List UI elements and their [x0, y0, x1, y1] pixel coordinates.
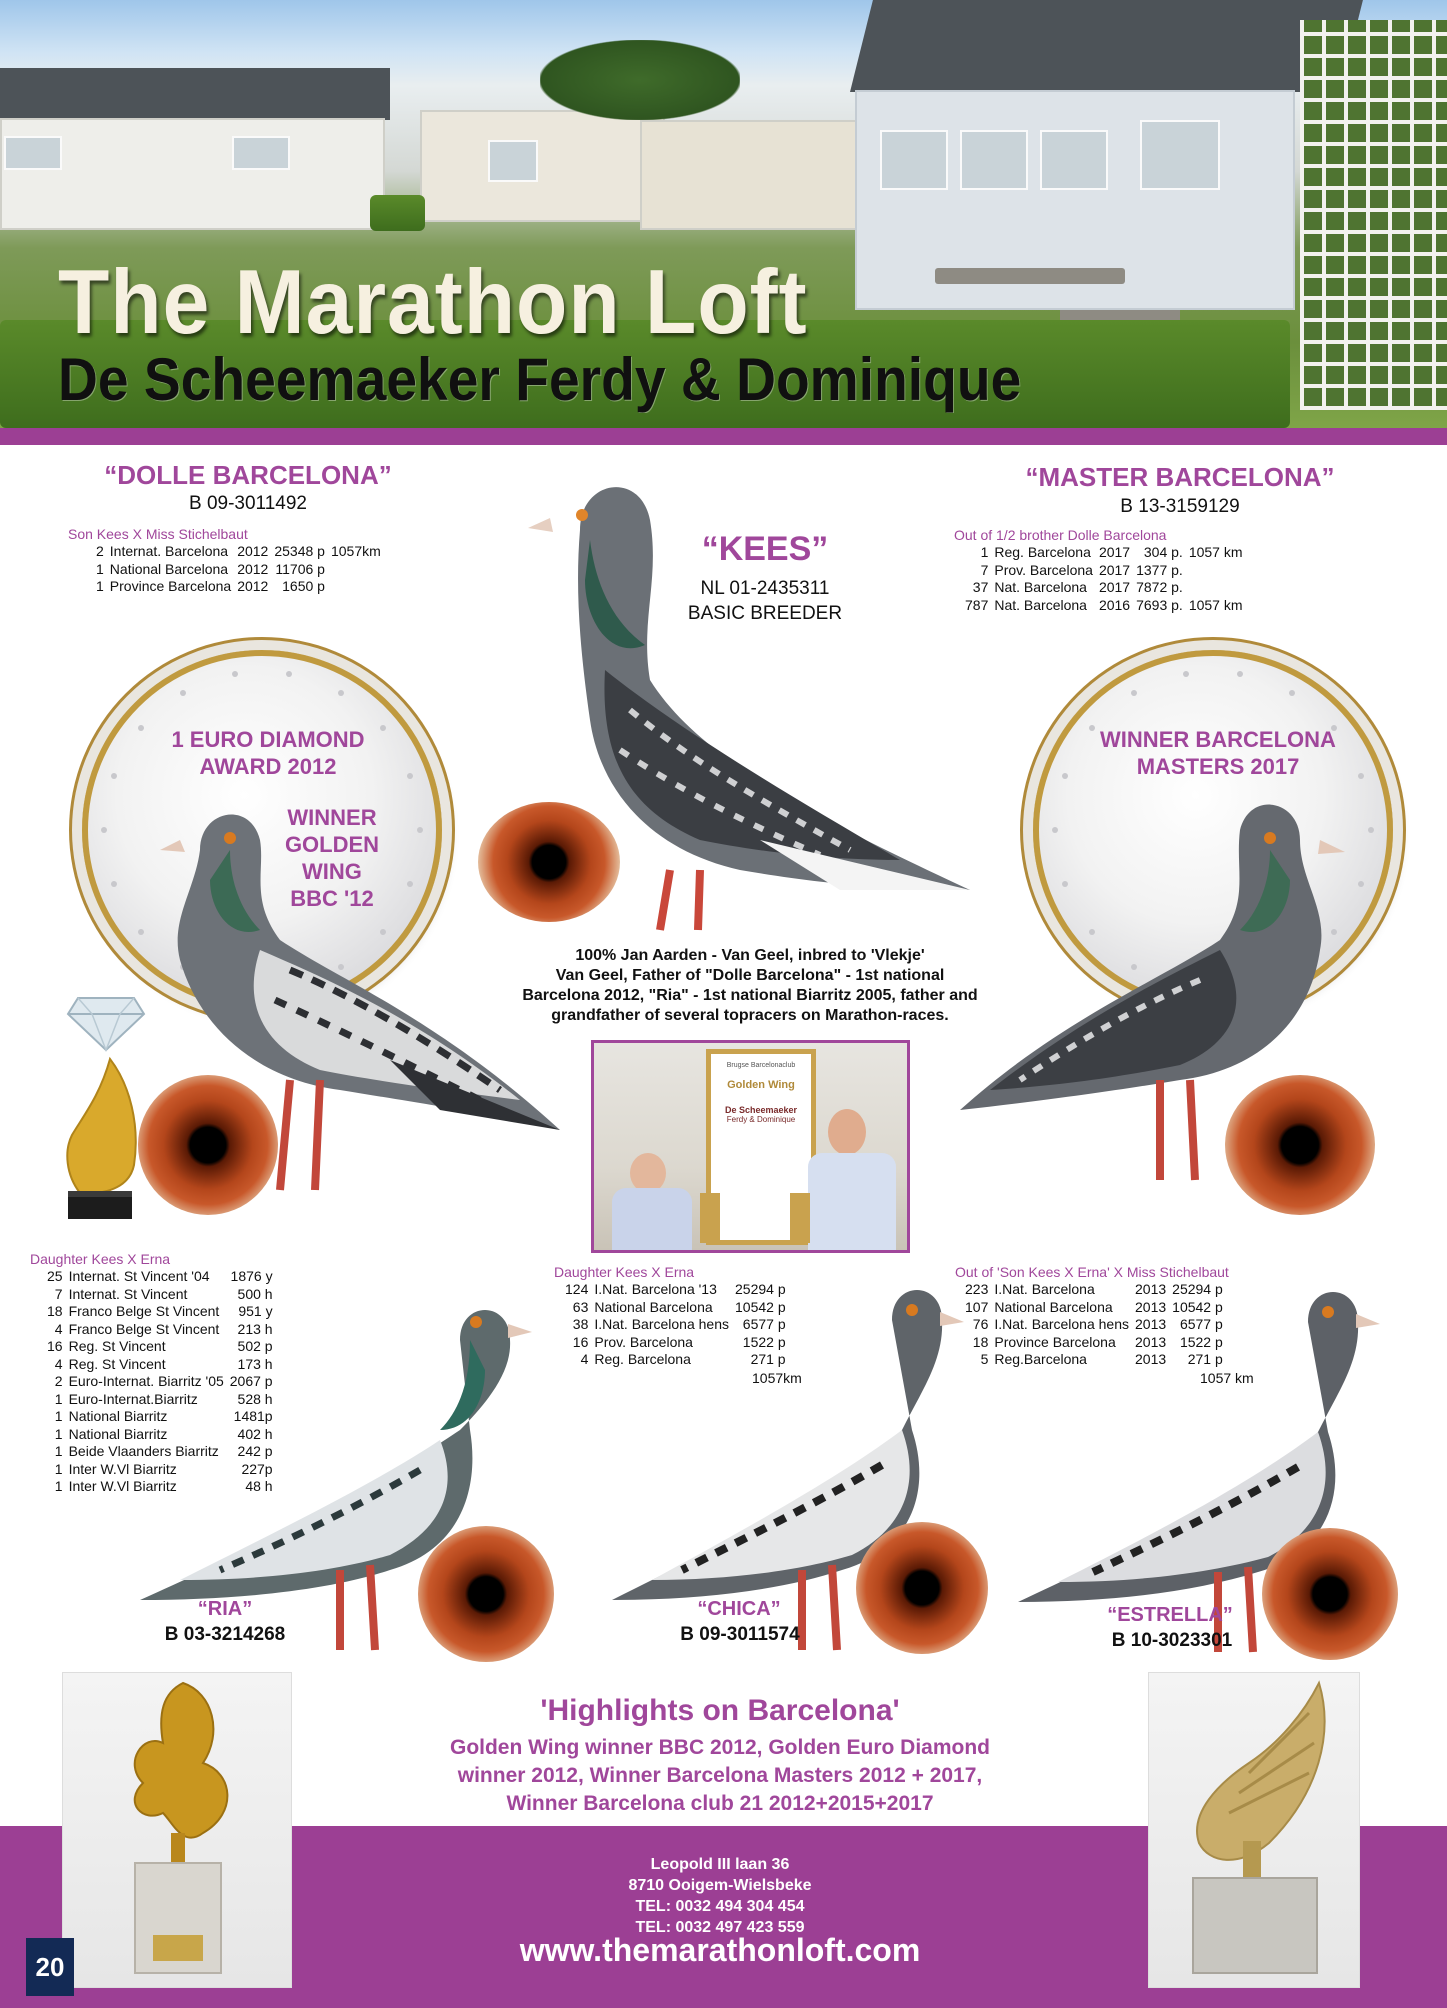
master-eye-image [1225, 1075, 1375, 1215]
medal-stud [180, 690, 186, 696]
result-cell: 1481p [233, 1408, 273, 1424]
description-line: Barcelona 2012, "Ria" - 1st national Biarritz 2005, father and [522, 987, 978, 1004]
ria-pedigree: Daughter Kees X Erna [30, 1251, 171, 1267]
result-cell: 402 h [237, 1425, 273, 1442]
page-title: The Marathon Loft [58, 251, 808, 353]
result-cell: Beide Vlaanders Biarritz [68, 1443, 219, 1459]
result-cell: 7872 p. [1136, 579, 1183, 595]
page-number: 20 [26, 1938, 74, 1996]
highlights-title: 'Highlights on Barcelona' [540, 1694, 900, 1727]
result-cell: Nat. Barcelona [994, 596, 1087, 613]
wing-trophy-icon [1149, 1673, 1361, 1989]
result-cell: I.Nat. Barcelona hens [994, 1316, 1129, 1332]
result-cell: 500 h [237, 1285, 273, 1302]
result-cell: Franco Belge St Vincent [68, 1303, 220, 1319]
result-cell: 1 [54, 1460, 63, 1477]
medal-stud [338, 690, 344, 696]
result-cell: 1 [54, 1478, 63, 1494]
medal-line: 1 EURO DIAMOND [171, 727, 365, 752]
result-cell: 6577 p [742, 1316, 786, 1332]
breeders-award-photo [591, 1040, 910, 1253]
result-cell: 223 [965, 1281, 989, 1297]
result-cell: Internat. St Vincent '04 [68, 1268, 210, 1284]
result-cell: 48 h [245, 1478, 273, 1494]
medal-stud [1368, 827, 1374, 833]
contact-block [480, 1854, 960, 1938]
result-cell: 271 p [750, 1351, 786, 1367]
medal-stud [111, 881, 117, 887]
description-line: grandfather of several topracers on Marathon-races. [551, 1007, 949, 1024]
chica-ring: B 09-3011574 [680, 1624, 800, 1645]
result-row [93, 578, 384, 596]
result-row [93, 561, 384, 579]
phone-number: TEL: 0032 497 423 559 [635, 1919, 805, 1936]
result-cell: Province Barcelona [109, 578, 232, 594]
result-cell: 25294 p [735, 1281, 786, 1297]
result-cell: 2012 [237, 560, 269, 577]
result-cell: National Barcelona [994, 1298, 1113, 1315]
result-cell: Reg. St Vincent [68, 1355, 166, 1372]
result-cell: Franco Belge St Vincent [68, 1320, 220, 1337]
result-cell [1186, 579, 1246, 597]
address-line: 8710 Ooigem-Wielsbeke [628, 1877, 812, 1894]
kees-role: BASIC BREEDER [687, 603, 843, 624]
result-cell: 107 [965, 1298, 989, 1315]
highlights-text [380, 1734, 1060, 1818]
result-cell: 4 [580, 1351, 589, 1367]
medal-stud [1131, 690, 1137, 696]
result-cell: I.Nat. Barcelona [994, 1281, 1095, 1297]
golden-wing-trophy-icon [63, 1673, 293, 1989]
result-cell: 18 [47, 1303, 63, 1319]
result-cell: 76 [972, 1316, 989, 1332]
medal-stud [232, 671, 238, 677]
result-cell: Inter W.Vl Biarritz [68, 1460, 177, 1477]
result-cell: 502 p [237, 1338, 273, 1354]
phone-number: TEL: 0032 494 304 454 [635, 1898, 805, 1915]
dolle-ring: B 09-3011492 [189, 493, 307, 514]
medal-line: MASTERS 2017 [1136, 754, 1300, 779]
result-cell [328, 561, 384, 579]
kees-description [480, 946, 1020, 1026]
chica-distance: 1057km [752, 1370, 802, 1386]
master-results-table [962, 544, 1246, 614]
result-cell: Reg. Barcelona [594, 1351, 691, 1367]
medal-stud [286, 671, 292, 677]
award-line: WINNER [287, 805, 377, 830]
result-cell: 2013 [1135, 1351, 1167, 1367]
result-cell: 1 [54, 1408, 63, 1424]
result-cell: 304 p. [1143, 544, 1183, 560]
result-cell: 1 [96, 578, 104, 594]
result-row [962, 562, 1246, 580]
result-cell: 271 p [1187, 1351, 1223, 1367]
medal-line: WINNER BARCELONA [1100, 727, 1336, 752]
result-cell: 25294 p [1172, 1281, 1223, 1297]
dolle-pedigree: Son Kees X Miss Stichelbaut [68, 526, 248, 542]
result-cell: I.Nat. Barcelona hens [594, 1316, 729, 1332]
result-cell: 1522 p [1179, 1333, 1223, 1350]
euro-diamond-trophy-photo [1148, 1672, 1360, 1988]
header-divider [0, 428, 1447, 445]
kees-ring: NL 01-2435311 [700, 578, 830, 599]
result-cell: 63 [572, 1298, 589, 1315]
result-cell: 2016 [1098, 596, 1131, 613]
result-cell: National Barcelona [109, 560, 229, 577]
header-photo [0, 0, 1447, 428]
result-cell: 2012 [237, 543, 269, 559]
description-line: Van Geel, Father of "Dolle Barcelona" - 1st national [555, 967, 945, 984]
medal-stud [1183, 671, 1189, 677]
award-line: WING [302, 859, 362, 884]
result-cell: 787 [965, 596, 989, 613]
dolle-results-table [93, 543, 384, 596]
result-cell: 2017 [1098, 579, 1131, 595]
result-cell: 18 [972, 1333, 989, 1350]
result-cell: 16 [572, 1333, 589, 1350]
result-cell: 11706 p [275, 560, 325, 577]
result-cell: 7 [54, 1285, 63, 1302]
website-link[interactable]: www.themarathonloft.com [519, 1932, 921, 1968]
result-cell: Prov. Barcelona [994, 561, 1093, 578]
estrella-name: “ESTRELLA” [1107, 1604, 1233, 1626]
golden-wing-trophy-icon [60, 1055, 144, 1225]
result-cell: 10542 p [1172, 1298, 1223, 1315]
estrella-pedigree: Out of 'Son Kees X Erna' X Miss Stichelbaut [955, 1264, 1229, 1280]
result-cell: Inter W.Vl Biarritz [68, 1478, 177, 1494]
ria-eye-image [418, 1526, 554, 1662]
result-cell: Province Barcelona [994, 1333, 1116, 1350]
result-row [962, 597, 1246, 615]
result-cell: 16 [47, 1338, 63, 1354]
highlights-line: Golden Wing winner BBC 2012, Golden Euro Diamond [449, 1736, 991, 1759]
result-cell: 7 [980, 561, 989, 578]
result-cell: 2 [96, 543, 104, 559]
result-cell: 528 h [237, 1390, 273, 1407]
plaque-text: Golden Wing [727, 1079, 795, 1091]
page-subtitle: De Scheemaeker Ferdy & Dominique [58, 346, 1022, 413]
result-cell: Reg.Barcelona [994, 1351, 1087, 1367]
chica-pedigree: Daughter Kees X Erna [554, 1264, 695, 1280]
ria-ring: B 03-3214268 [164, 1624, 286, 1645]
medal-stud [1237, 671, 1243, 677]
medal-text [118, 726, 418, 780]
result-cell: Euro-Internat.Biarritz [68, 1390, 198, 1407]
result-cell: 213 h [237, 1320, 273, 1337]
master-ring: B 13-3159129 [1120, 496, 1240, 517]
plaque-text: De Scheemaeker [724, 1105, 798, 1115]
result-cell: National Biarritz [68, 1408, 168, 1424]
dolle-name: “DOLLE BARCELONA” [104, 460, 392, 490]
result-cell: 1650 p [282, 578, 325, 594]
result-cell: 2013 [1135, 1298, 1167, 1315]
result-row [962, 544, 1246, 562]
result-cell: 1 [96, 560, 104, 577]
result-cell: 2017 [1098, 544, 1131, 560]
ria-name: “RIA” [197, 1598, 253, 1620]
dolle-eye-image [138, 1075, 278, 1215]
result-cell: 1 [980, 544, 989, 560]
award-line: BBC '12 [290, 886, 374, 911]
medal-stud [111, 773, 117, 779]
result-cell: Reg. St Vincent [68, 1338, 166, 1354]
result-row [962, 579, 1246, 597]
address-line: Leopold III laan 36 [650, 1856, 790, 1873]
medal-stud [101, 827, 107, 833]
golden-wing-trophy-photo [62, 1672, 292, 1988]
result-cell: 1057km [330, 543, 381, 559]
result-row [93, 543, 384, 561]
result-cell: 1057 km [1188, 544, 1243, 560]
result-cell: Internat. St Vincent [68, 1285, 188, 1302]
result-cell: Euro-Internat. Biarritz '05 [68, 1373, 224, 1389]
result-cell: 2013 [1135, 1281, 1167, 1297]
result-cell: 37 [972, 579, 989, 595]
chica-eye-image [856, 1522, 988, 1654]
result-cell: 1 [54, 1425, 63, 1442]
medal-text [1063, 726, 1373, 780]
result-cell: Reg. Barcelona [994, 544, 1091, 560]
result-cell: 1 [54, 1390, 63, 1407]
result-cell: 2013 [1135, 1333, 1167, 1350]
result-cell: National Barcelona [594, 1298, 713, 1315]
master-pedigree: Out of 1/2 brother Dolle Barcelona [954, 527, 1167, 543]
result-cell: 2012 [237, 578, 269, 594]
highlights-line: winner 2012, Winner Barcelona Masters 2012 + 2017, [457, 1764, 983, 1787]
description-line: 100% Jan Aarden - Van Geel, inbred to 'Vlekje' [575, 947, 925, 964]
result-cell: 1 [54, 1443, 63, 1459]
result-cell: 2 [54, 1373, 63, 1389]
result-cell: 5 [980, 1351, 989, 1367]
result-cell: 2067 p [229, 1373, 273, 1389]
result-cell: 4 [54, 1355, 63, 1372]
kees-name: “KEES” [701, 530, 829, 568]
result-cell: 2013 [1135, 1316, 1167, 1332]
result-cell [1186, 562, 1246, 580]
result-cell: 1057 km [1188, 596, 1243, 613]
result-cell: 951 y [238, 1303, 273, 1319]
medal-stud [1289, 690, 1295, 696]
result-cell: 1876 y [230, 1268, 273, 1284]
estrella-eye-image [1262, 1528, 1398, 1660]
result-cell: 227p [241, 1460, 273, 1477]
result-cell: 38 [572, 1316, 589, 1332]
estrella-distance: 1057 km [1200, 1370, 1254, 1386]
plaque-text: Ferdy & Dominique [726, 1115, 796, 1124]
result-cell: 124 [565, 1281, 589, 1297]
result-cell: Nat. Barcelona [994, 579, 1087, 595]
result-cell: Internat. Barcelona [109, 543, 229, 559]
result-cell: 242 p [237, 1443, 273, 1459]
result-cell: 6577 p [1179, 1316, 1223, 1332]
plaque-text: Brugse Barcelonaclub [726, 1062, 796, 1069]
result-cell: 7693 p. [1136, 596, 1183, 613]
result-cell: 2017 [1098, 561, 1131, 578]
result-cell: National Biarritz [68, 1425, 168, 1442]
result-cell: 25 [47, 1268, 63, 1284]
estrella-ring: B 10-3023301 [1111, 1630, 1233, 1651]
result-cell: 1377 p. [1136, 561, 1183, 578]
award-line: GOLDEN [284, 832, 380, 857]
highlights-line: Winner Barcelona club 21 2012+2015+2017 [506, 1792, 934, 1815]
result-cell: 25348 p [274, 543, 325, 559]
medal-line: AWARD 2012 [199, 754, 337, 779]
result-cell: I.Nat. Barcelona '13 [594, 1281, 717, 1297]
kees-eye-image [478, 802, 620, 922]
diamond-icon [66, 996, 146, 1052]
chica-name: “CHICA” [697, 1598, 781, 1620]
result-cell: 1522 p [742, 1333, 786, 1350]
result-cell: Prov. Barcelona [594, 1333, 693, 1350]
master-name: “MASTER BARCELONA” [1025, 462, 1335, 492]
result-cell [328, 578, 384, 596]
result-cell: 10542 p [735, 1298, 786, 1315]
result-cell: 173 h [237, 1355, 273, 1372]
result-cell: 4 [54, 1320, 63, 1337]
